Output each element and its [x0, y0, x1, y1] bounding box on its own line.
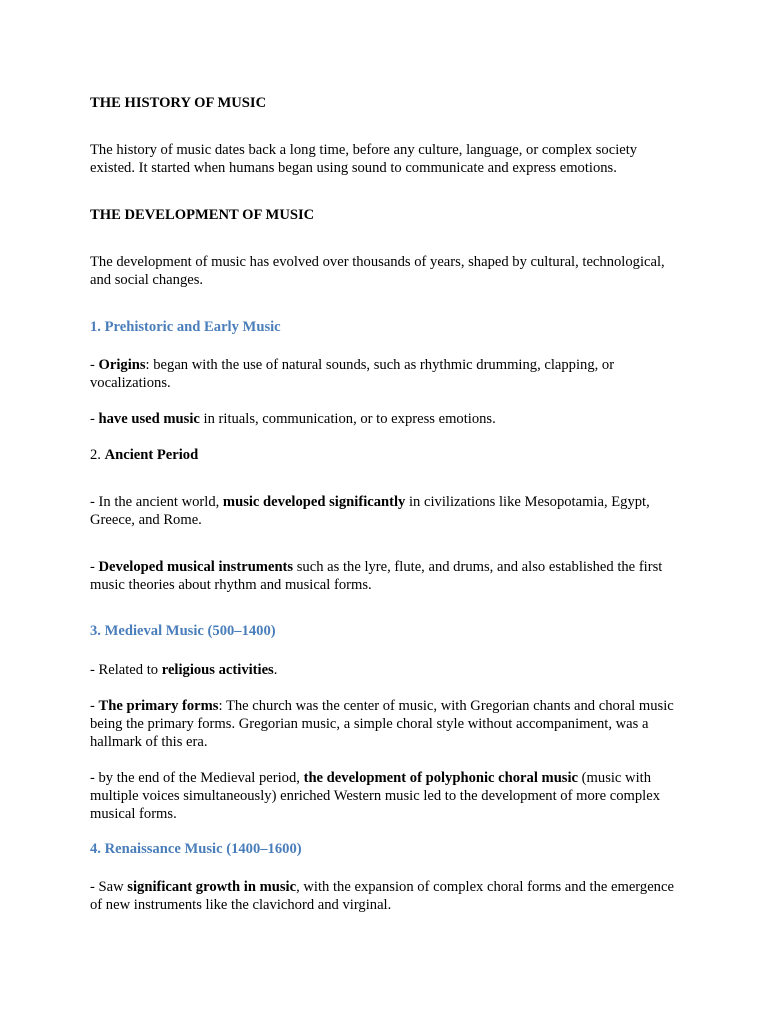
doc-title: THE HISTORY OF MUSIC: [90, 95, 267, 111]
text-rest: (music with multiple voices simultaneously) enriched Western music led to the development of more complex musical forms.: [90, 770, 660, 822]
text-prefix: - In the ancient world,: [90, 494, 223, 510]
development-intro-paragraph: The development of music has evolved over thousands of years, shaped by cultural, technological, and social changes.: [90, 254, 665, 288]
bold-term: The primary forms: [98, 698, 219, 714]
section-heading-ancient: [90, 446, 680, 464]
prehistoric-usage-paragraph: [90, 410, 680, 428]
text-rest: : The church was the center of music, with Gregorian chants and choral music being the primary forms. Gregorian music, a simple choral style without accompaniment, was a hallmark of this era.: [90, 698, 674, 750]
ancient-world-paragraph: [90, 493, 680, 529]
text-rest: in rituals, communication, or to express emotions.: [199, 411, 496, 427]
intro-paragraph: The history of music dates back a long time, before any culture, language, or complex society existed. It started when humans began using sound to communicate and express emotions.: [90, 142, 638, 176]
prehistoric-origins-paragraph: [90, 356, 680, 392]
text-rest: in civilizations like Mesopotamia, Egypt, Greece, and Rome.: [90, 494, 650, 528]
text-prefix: - Related to: [90, 662, 162, 678]
bold-term: have used music: [98, 411, 200, 427]
text-prefix: -: [90, 559, 99, 575]
bold-term: the development of polyphonic choral music: [303, 770, 579, 786]
medieval-religious-paragraph: [90, 661, 680, 679]
text-rest: .: [273, 662, 278, 678]
text-rest: : began with the use of natural sounds, such as rhythmic drumming, clapping, or vocalizations.: [90, 357, 615, 391]
bold-term: music developed significantly: [222, 494, 406, 510]
section-heading-renaissance: 4. Renaissance Music (1400–1600): [90, 841, 302, 857]
text-prefix: -: [90, 411, 99, 427]
text-prefix: - Saw: [90, 879, 128, 895]
text-prefix: -: [90, 357, 99, 373]
heading-number: 2.: [90, 447, 105, 463]
ancient-instruments-paragraph: [90, 558, 680, 594]
bold-term: significant growth in music: [127, 879, 297, 895]
section-heading-medieval: 3. Medieval Music (500–1400): [90, 623, 276, 639]
section-heading-prehistoric: 1. Prehistoric and Early Music: [90, 319, 281, 335]
text-prefix: -: [90, 698, 99, 714]
medieval-polyphonic-paragraph: [90, 769, 680, 823]
bold-term: Developed musical instruments: [98, 559, 294, 575]
renaissance-growth-paragraph: [90, 878, 680, 914]
development-heading: THE DEVELOPMENT OF MUSIC: [90, 207, 315, 223]
medieval-forms-paragraph: [90, 697, 680, 751]
text-prefix: - by the end of the Medieval period,: [90, 770, 304, 786]
bold-term: Origins: [98, 357, 146, 373]
text-rest: , with the expansion of complex choral forms and the emergence of new instruments like the clavichord and virginal.: [90, 879, 674, 913]
bold-term: religious activities: [161, 662, 274, 678]
text-rest: such as the lyre, flute, and drums, and also established the first music theories about rhythm and musical forms.: [90, 559, 663, 593]
heading-text: Ancient Period: [104, 447, 199, 463]
